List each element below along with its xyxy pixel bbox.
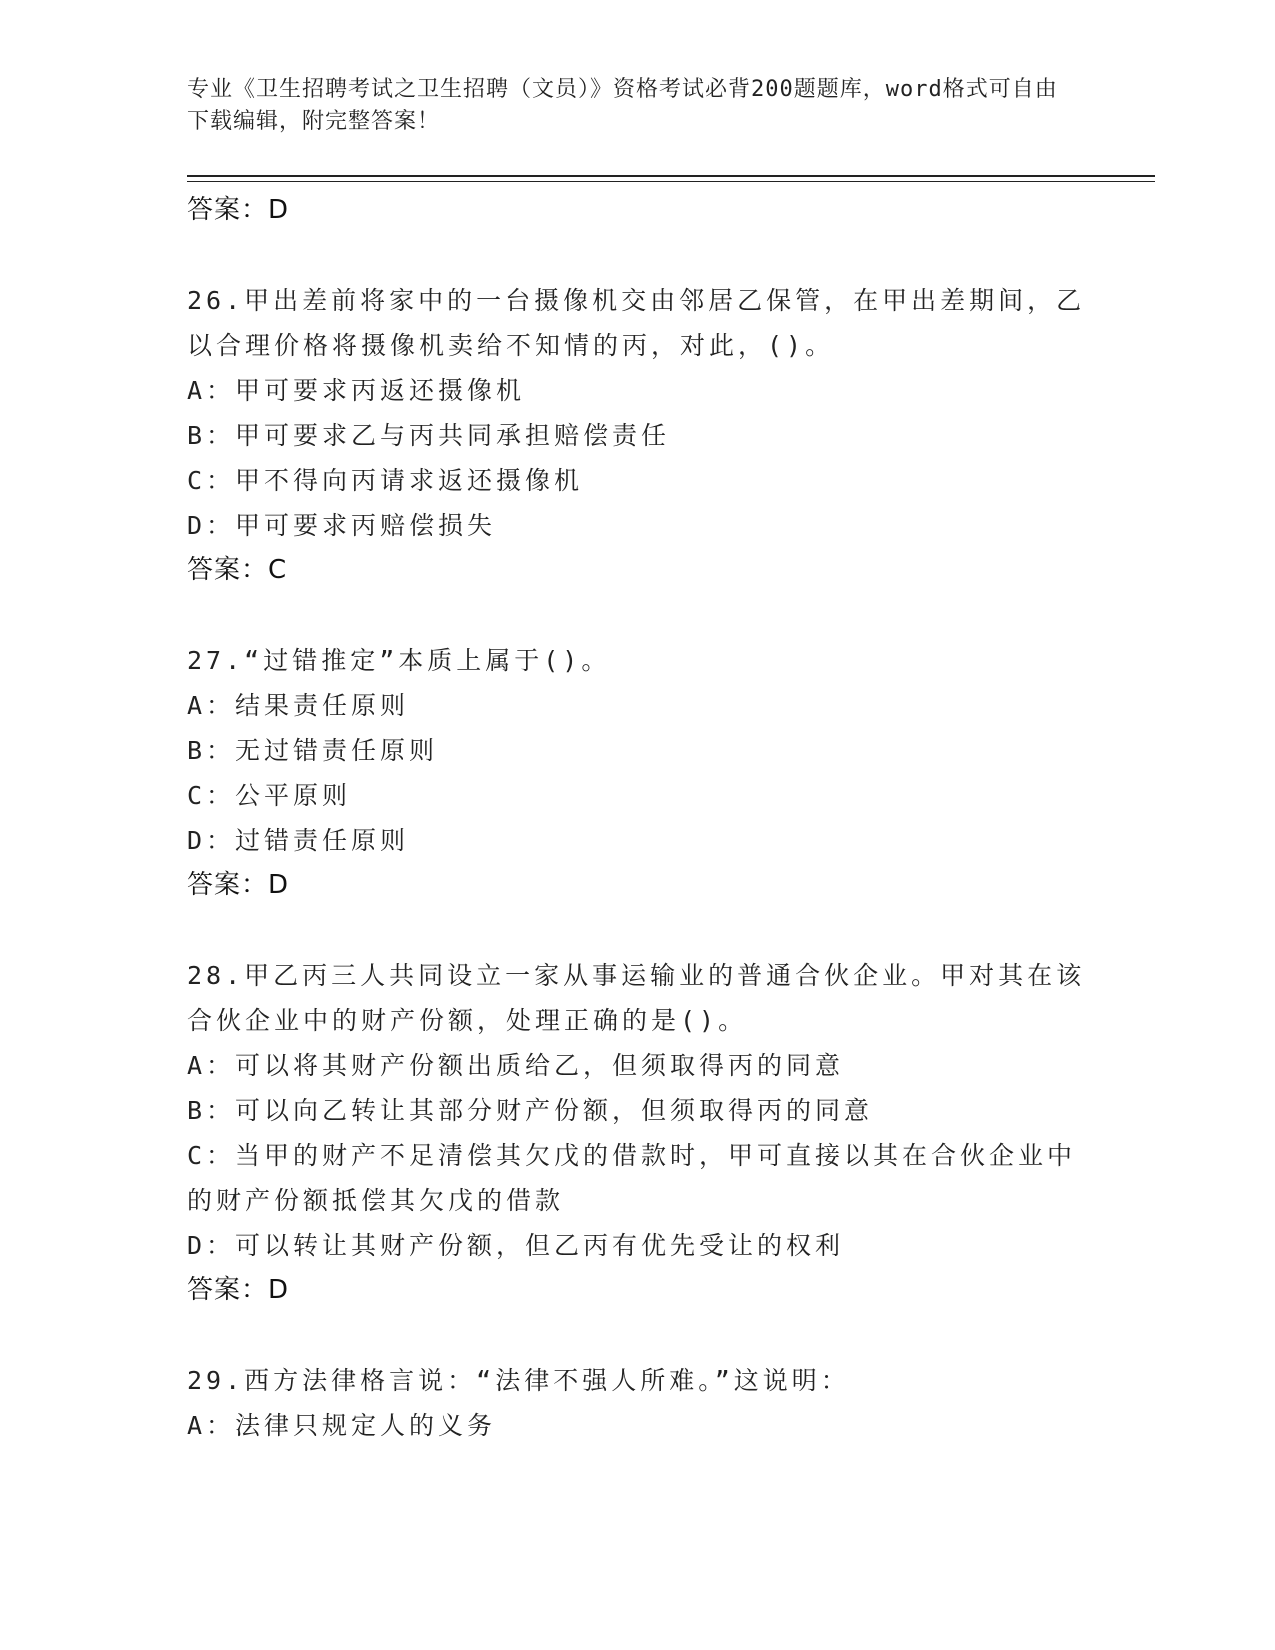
question-block-28 — [187, 953, 1087, 1313]
option-26-b: B：甲可要求乙与丙共同承担赔偿责任 — [187, 421, 671, 450]
document-header — [187, 74, 1067, 138]
option-28-c: C：当甲的财产不足清偿其欠戊的借款时，甲可直接以其在合伙企业中的财产份额抵偿其欠戊的借款 — [187, 1141, 1077, 1215]
option-26-a: A：甲可要求丙返还摄像机 — [187, 376, 526, 405]
question-27: 27.“过错推定”本质上属于()。 — [187, 646, 611, 675]
header-rule-thick — [187, 175, 1155, 177]
question-26: 26.甲出差前将家中的一台摄像机交由邻居乙保管，在甲出差期间，乙以合理价格将摄像机卖给不知情的丙，对此，()。 — [187, 286, 1086, 360]
option-26-c: C：甲不得向丙请求返还摄像机 — [187, 466, 584, 495]
option-28-d: D：可以转让其财产份额，但乙丙有优先受让的权利 — [187, 1231, 845, 1260]
question-block-27 — [187, 638, 1087, 908]
spacer — [187, 908, 1087, 953]
option-27-c: C：公平原则 — [187, 781, 352, 810]
spacer — [187, 233, 1087, 278]
option-28-a: A：可以将其财产份额出质给乙，但须取得丙的同意 — [187, 1051, 845, 1080]
option-27-b: B：无过错责任原则 — [187, 736, 439, 765]
header-text: 专业《卫生招聘考试之卫生招聘（文员）》资格考试必背200题题库，word格式可自由下载编辑，附完整答案！ — [187, 77, 1058, 134]
answer-26: 答案：C — [187, 555, 288, 585]
option-29-a: A：法律只规定人的义务 — [187, 1411, 497, 1440]
header-rule-thin — [187, 181, 1155, 182]
question-block-26 — [187, 278, 1087, 593]
spacer — [187, 593, 1087, 638]
spacer — [187, 1313, 1087, 1358]
option-27-a: A：结果责任原则 — [187, 691, 410, 720]
question-block-29 — [187, 1358, 1087, 1448]
answer-25: 答案：D — [187, 195, 290, 225]
question-29: 29.西方法律格言说：“法律不强人所难。”这说明： — [187, 1366, 850, 1395]
question-28: 28.甲乙丙三人共同设立一家从事运输业的普通合伙企业。甲对其在该合伙企业中的财产份额，处理正确的是()。 — [187, 961, 1086, 1035]
option-26-d: D：甲可要求丙赔偿损失 — [187, 511, 497, 540]
answer-27: 答案：D — [187, 870, 290, 900]
option-28-b: B：可以向乙转让其部分财产份额，但须取得丙的同意 — [187, 1096, 874, 1125]
answer-28: 答案：D — [187, 1275, 290, 1305]
question-list — [187, 188, 1087, 1448]
option-27-d: D：过错责任原则 — [187, 826, 410, 855]
